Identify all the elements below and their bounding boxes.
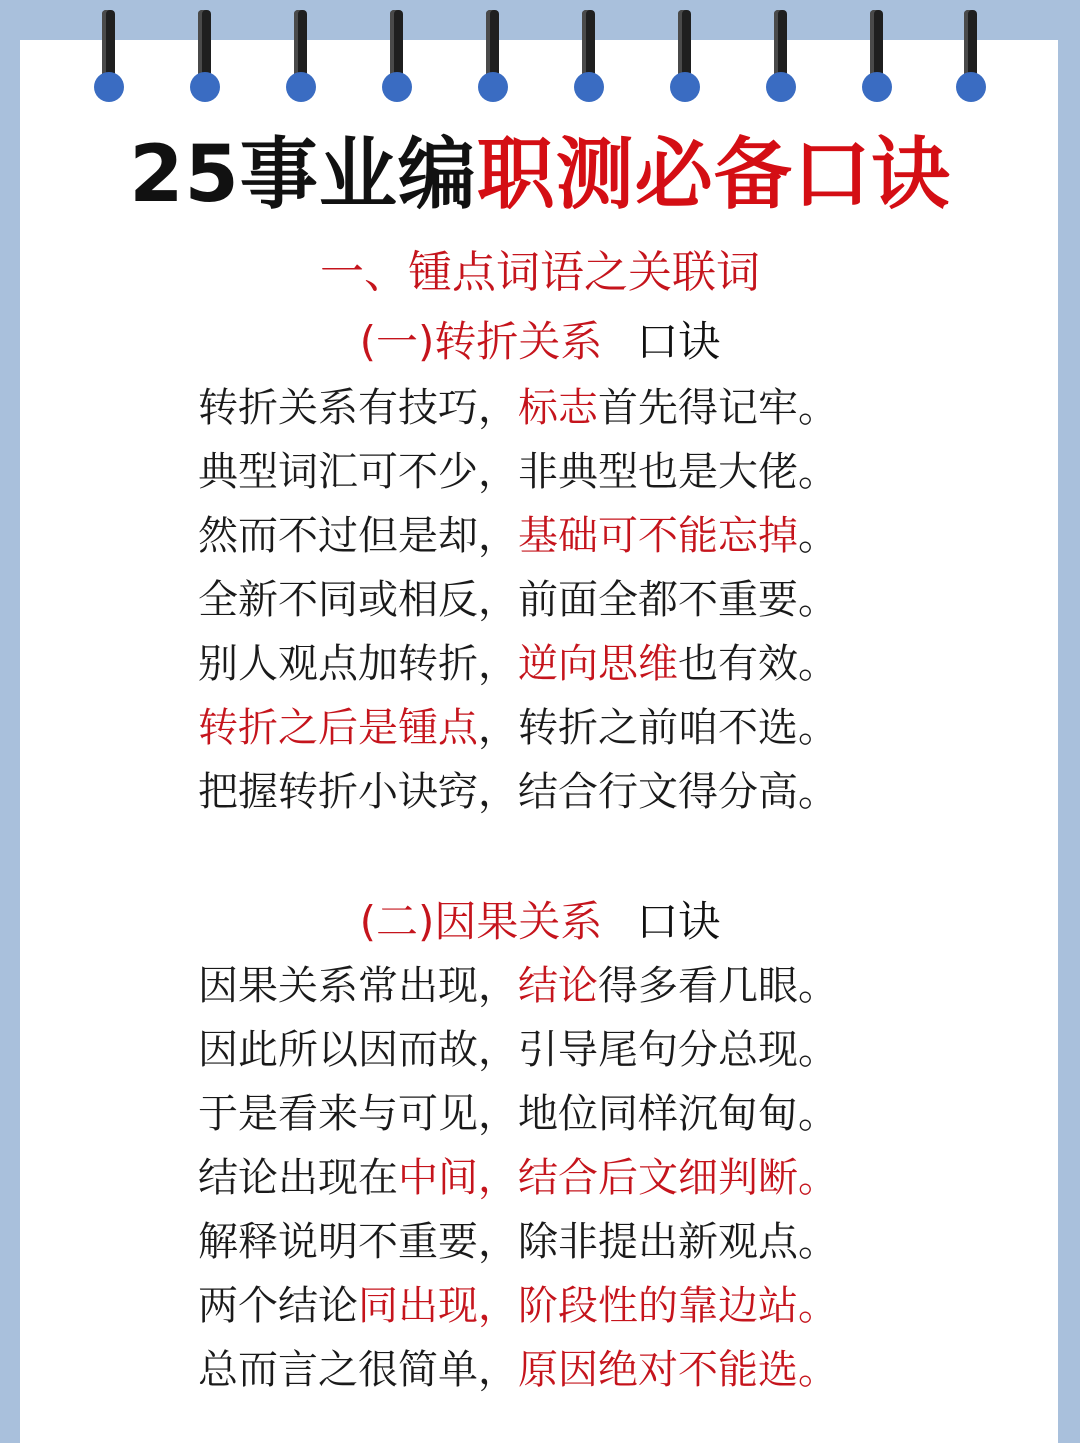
- verse-text: 典型词汇可不少，非典型也是大佬。: [198, 449, 838, 495]
- verse-text: 。: [798, 513, 838, 559]
- part1-heading: [0, 314, 1080, 370]
- notebook-ring-icon: [766, 10, 796, 102]
- title-black-part: 25事业编: [129, 130, 477, 220]
- page-title: [0, 130, 1080, 220]
- verse-text: 首先得记牢。: [598, 385, 838, 431]
- verse-highlight: 结论: [518, 963, 598, 1009]
- verse-highlight: 同出现，阶段性的靠边站。: [358, 1283, 838, 1329]
- verse-line: [198, 764, 1058, 820]
- verse-text: ，转折之前咱不选。: [478, 705, 838, 751]
- verse-line: [198, 444, 1058, 500]
- verse-line: [198, 380, 1058, 436]
- verse-text: 于是看来与可见，地位同样沉甸甸。: [198, 1091, 838, 1137]
- verse-text: 把握转折小诀窍，结合行文得分高。: [198, 769, 838, 815]
- verse-text: 总而言之很简单，: [198, 1347, 518, 1393]
- verse-text: 也有效。: [678, 641, 838, 687]
- notebook-ring-icon: [956, 10, 986, 102]
- verse-text: 结论出现在: [198, 1155, 398, 1201]
- verse-highlight: 原因绝对不能选。: [518, 1347, 838, 1393]
- verse-highlight: 标志: [518, 385, 598, 431]
- part2-heading-title: (二)因果关系: [359, 897, 603, 946]
- verse-text: 别人观点加转折，: [198, 641, 518, 687]
- part1-heading-label: 口诀: [636, 317, 721, 366]
- verse-highlight: 基础可不能忘掉: [518, 513, 798, 559]
- part1-heading-title: (一)转折关系: [359, 317, 603, 366]
- notebook-ring-icon: [670, 10, 700, 102]
- verse-text: 因果关系常出现，: [198, 963, 518, 1009]
- verse-line: [198, 636, 1058, 692]
- verse-line: [198, 508, 1058, 564]
- verse-text: 解释说明不重要，除非提出新观点。: [198, 1219, 838, 1265]
- notebook-ring-icon: [286, 10, 316, 102]
- verse-line: [198, 572, 1058, 628]
- title-red-part: 职测必备口诀: [476, 130, 951, 220]
- notebook-ring-icon: [478, 10, 508, 102]
- verse-line: [198, 1022, 1058, 1078]
- notebook-ring-icon: [190, 10, 220, 102]
- notebook-ring-icon: [574, 10, 604, 102]
- verse-line: [198, 1342, 1058, 1398]
- part2-heading: [0, 894, 1080, 950]
- verse-text: 全新不同或相反，前面全都不重要。: [198, 577, 838, 623]
- section-heading: 一、锺点词语之关联词: [320, 247, 760, 298]
- verse-line: [198, 1214, 1058, 1270]
- notebook-ring-icon: [862, 10, 892, 102]
- notebook-ring-icon: [94, 10, 124, 102]
- verse-highlight: 中间，结合后文细判断。: [398, 1155, 838, 1201]
- verse-line: [198, 1086, 1058, 1142]
- verse-text: 转折关系有技巧，: [198, 385, 518, 431]
- verse-text: 得多看几眼。: [598, 963, 838, 1009]
- spiral-binding: [0, 0, 1080, 110]
- notebook-ring-icon: [382, 10, 412, 102]
- verse-line: [198, 1278, 1058, 1334]
- verse-text: 两个结论: [198, 1283, 358, 1329]
- verse-highlight: 逆向思维: [518, 641, 678, 687]
- verse-line: [198, 700, 1058, 756]
- verse-line: [198, 958, 1058, 1014]
- verse-line: [198, 1150, 1058, 1206]
- part2-heading-label: 口诀: [636, 897, 721, 946]
- verse-text: 因此所以因而故，引导尾句分总现。: [198, 1027, 838, 1073]
- verse-highlight: 转折之后是锺点: [198, 705, 478, 751]
- verse-text: 然而不过但是却，: [198, 513, 518, 559]
